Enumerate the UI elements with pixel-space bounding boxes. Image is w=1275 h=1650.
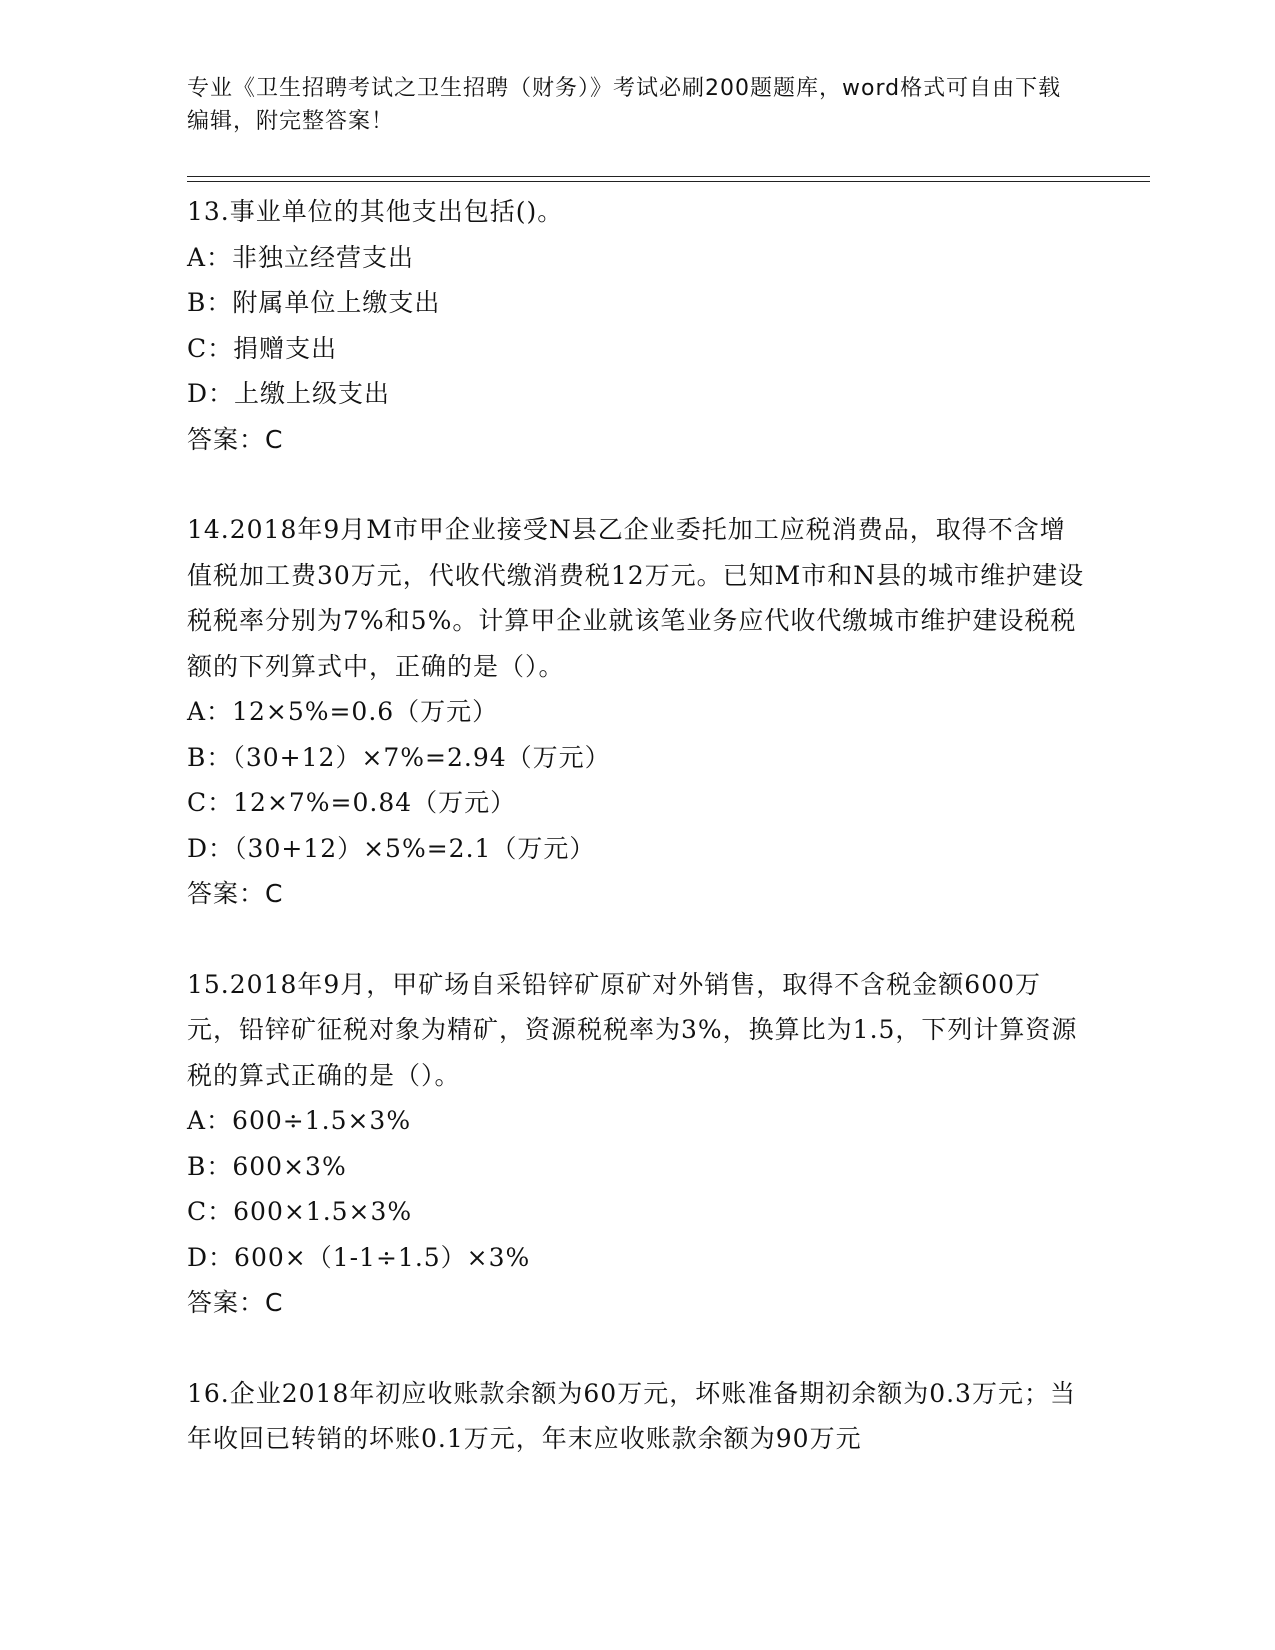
option-c: C：捐赠支出 (187, 333, 338, 363)
answer-line: 答案：C (187, 424, 284, 454)
question-13 (187, 189, 1087, 462)
question-15 (187, 962, 1087, 1326)
option-b: B：（30+12）×7%=2.94（万元） (187, 742, 611, 772)
option-d: D：600×（1-1÷1.5）×3% (187, 1242, 531, 1272)
question-stem: 14.2018年9月M市甲企业接受N县乙企业委托加工应税消费品，取得不含增值税加工费30万元，代收代缴消费税12万元。已知M市和N县的城市维护建设税税率分别为7%和5%。计算甲企业就该笔业务应代收代缴城市维护建设税税额的下列算式中，正确的是（）。 (187, 515, 1085, 681)
option-b: B：附属单位上缴支出 (187, 288, 441, 317)
option-a: A：12×5%=0.6（万元） (187, 697, 499, 726)
question-stem: 13.事业单位的其他支出包括()。 (187, 197, 564, 226)
question-stem: 16.企业2018年初应收账款余额为60万元，坏账准备期初余额为0.3万元；当年收回已转销的坏账0.1万元，年末应收账款余额为90万元 (187, 1378, 1076, 1453)
option-c: C：12×7%=0.84（万元） (187, 788, 517, 817)
answer-line: 答案：C (187, 879, 284, 908)
header-divider-bottom (187, 181, 1150, 182)
option-b: B：600×3% (187, 1151, 347, 1181)
question-14 (187, 507, 1087, 917)
option-c: C：600×1.5×3% (187, 1197, 413, 1226)
document-header: 专业《卫生招聘考试之卫生招聘（财务）》考试必刷200题题库，word格式可自由下载编辑，附完整答案！ (187, 76, 1062, 134)
option-d: D：（30+12）×5%=2.1（万元） (187, 833, 596, 863)
option-a: A：非独立经营支出 (187, 242, 415, 272)
header-divider-top (187, 176, 1150, 177)
question-16 (187, 1371, 1087, 1462)
answer-line: 答案：C (187, 1288, 284, 1317)
question-list (187, 189, 1087, 1507)
option-d: D：上缴上级支出 (187, 379, 391, 408)
option-a: A：600÷1.5×3% (187, 1106, 412, 1135)
question-stem: 15.2018年9月，甲矿场自采铅锌矿原矿对外销售，取得不含税金额600万元，铅锌矿征税对象为精矿，资源税税率为3%，换算比为1.5，下列计算资源税的算式正确的是（）。 (187, 969, 1078, 1090)
